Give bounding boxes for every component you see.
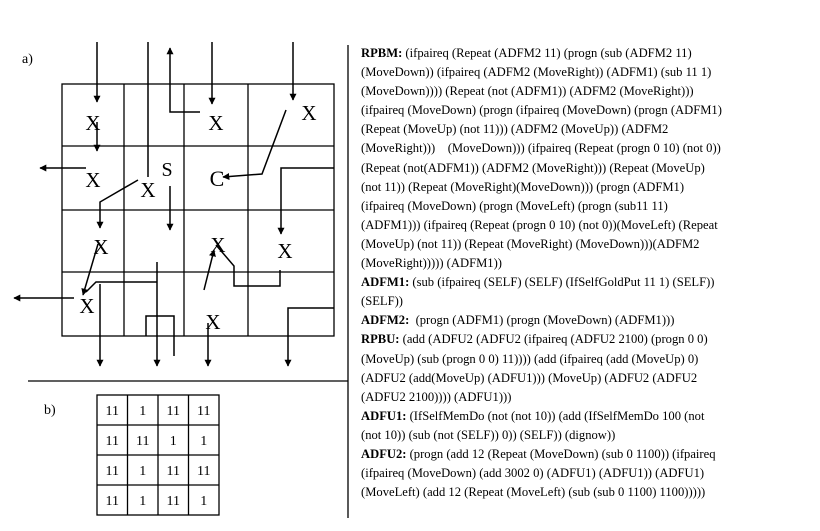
- x-mark: X: [205, 310, 221, 334]
- grid-b-cell: 11: [166, 404, 180, 419]
- program-text: (MoveDown)) (ifpaireq (ADFM2 (MoveRight)) (ADFM1) (sub 11 1): [361, 65, 712, 80]
- panel-a-label: a): [22, 52, 33, 67]
- program-line: [361, 292, 816, 311]
- program-line: [361, 120, 816, 139]
- program-text: (not 11)) (Repeat (MoveRight)(MoveDown))) (progn (ADFM1): [361, 179, 685, 194]
- program-text: (add (ADFU2 (ADFU2 (ifpaireq (ADFU2 2100) (progn 0 0): [399, 332, 708, 347]
- x-mark: X: [301, 101, 317, 125]
- grid-b-cell: 1: [200, 494, 208, 509]
- grid-b: [97, 395, 219, 515]
- panel-b-label: b): [44, 403, 56, 418]
- path-arrow: [170, 48, 200, 112]
- program-line: [361, 350, 816, 369]
- grid-b-cell: 11: [105, 464, 119, 479]
- rule-name: ADFU1:: [361, 408, 407, 423]
- program-line: [361, 369, 816, 388]
- program-line: [361, 216, 816, 235]
- program-text: (MoveUp) (sub (progn 0 0) 11)))) (add (ifpaireq (add (MoveUp) 0): [361, 351, 699, 366]
- program-line: [361, 254, 816, 273]
- grid-b-cell: 11: [197, 404, 211, 419]
- program-text: (MoveUp) (not 11)) (Repeat (MoveRight) (MoveDown)))(ADFM2: [361, 236, 700, 251]
- program-text: (IfSelfMemDo (not (not 10)) (add (IfSelfMemDo 100 (not: [406, 408, 705, 423]
- grid-b-cell: 1: [139, 404, 147, 419]
- x-mark: X: [93, 235, 109, 259]
- program-text: (Repeat (not(ADFM1)) (ADFM2 (MoveRight))) (Repeat (MoveUp): [361, 160, 705, 175]
- x-mark: X: [85, 168, 101, 192]
- program-text: (ifpaireq (MoveDown) (progn (MoveLeft) (progn (sub11 11): [361, 198, 668, 213]
- program-line: [361, 273, 816, 292]
- program-text: (SELF)): [361, 294, 403, 309]
- program-text: (sub (ifpaireq (SELF) (SELF) (IfSelfGoldPut 11 1) (SELF)): [409, 275, 715, 290]
- program-text: (progn (add 12 (Repeat (MoveDown) (sub 0 1100)) (ifpaireq: [406, 446, 716, 461]
- grid-b-cell: 11: [105, 404, 119, 419]
- path-arrow: [86, 262, 157, 366]
- rule-name: RPBU:: [361, 332, 400, 347]
- program-line: [361, 388, 816, 407]
- program-text: (ADFM1))) (ifpaireq (Repeat (progn 0 10) (not 0))(MoveLeft) (Repeat: [361, 217, 718, 232]
- grid-b-cell: 11: [105, 434, 119, 449]
- program-text: (progn (ADFM1) (progn (MoveDown) (ADFM1))): [409, 313, 675, 328]
- program-line: [361, 445, 816, 464]
- grid-b-cell: 1: [139, 464, 147, 479]
- program-line: [361, 159, 816, 178]
- path-arrow: [288, 308, 334, 366]
- grid-b-cell: 11: [136, 434, 150, 449]
- program-line: [361, 311, 816, 330]
- grid-b-cell: 1: [139, 494, 147, 509]
- program-text: (ADFU2 (add(MoveUp) (ADFU1))) (MoveUp) (ADFU2 (ADFU2: [361, 370, 698, 385]
- x-mark: X: [210, 233, 226, 257]
- program-line: [361, 139, 816, 158]
- program-text: (MoveRight))) (MoveDown))) (ifpaireq (Repeat (progn 0 10) (not 0)): [361, 141, 721, 156]
- x-mark: X: [208, 111, 224, 135]
- program-text: (Repeat (MoveUp) (not 11))) (ADFM2 (MoveUp)) (ADFM2: [361, 122, 669, 137]
- rule-name: ADFM1:: [361, 275, 410, 290]
- program-line: [361, 178, 816, 197]
- x-mark: X: [140, 178, 156, 202]
- x-mark: X: [277, 239, 293, 263]
- grid-a: [62, 84, 334, 336]
- grid-b-cell: 11: [197, 464, 211, 479]
- program-line: [361, 82, 816, 101]
- program-text: (MoveDown)))) (Repeat (not (ADFM1)) (ADFM2 (MoveRight))): [361, 84, 694, 99]
- program-line: [361, 197, 816, 216]
- x-mark: X: [85, 111, 101, 135]
- path-arrow: [204, 250, 214, 290]
- rule-name: ADFU2:: [361, 446, 407, 461]
- program-line: [361, 464, 816, 483]
- rule-name: RPBM:: [361, 46, 403, 60]
- program-line: [361, 63, 816, 82]
- program-line: [361, 426, 816, 445]
- grid-b-cell: 11: [166, 494, 180, 509]
- program-line: [361, 101, 816, 120]
- start-label: S: [161, 159, 173, 181]
- path-arrow: [223, 110, 286, 177]
- program-text: (ifpaireq (MoveDown) (add 3002 0) (ADFU1) (ADFU1)) (ADFU1): [361, 466, 705, 481]
- grid-b-cell: 1: [200, 434, 208, 449]
- program-line: [361, 235, 816, 254]
- program-text: (not 10)) (sub (not (SELF)) 0)) (SELF)) (dignow)): [361, 427, 616, 442]
- program-line: [361, 483, 816, 502]
- program-text: (MoveRight))))) (ADFM1)): [361, 256, 502, 271]
- program-text: (ADFU2 2100)))) (ADFU1))): [361, 389, 512, 404]
- center-label: C: [209, 166, 225, 191]
- program-text: (MoveLeft) (add 12 (Repeat (MoveLeft) (sub (sub 0 1100) 1100))))): [361, 485, 706, 500]
- program-text: (ifpaireq (Repeat (ADFM2 11) (progn (sub (ADFM2 11): [402, 46, 692, 60]
- program-line: [361, 407, 816, 426]
- program-line: [361, 44, 816, 63]
- program-listing: [361, 44, 816, 502]
- grid-b-cell: 11: [105, 494, 119, 509]
- grid-b-cell: 11: [166, 464, 180, 479]
- path-arrow: [100, 180, 138, 228]
- grid-b-cell: 1: [169, 434, 177, 449]
- program-text: (ifpaireq (MoveDown) (progn (ifpaireq (MoveDown) (progn (ADFM1): [361, 103, 722, 118]
- rule-name: ADFM2:: [361, 313, 410, 328]
- x-mark: X: [79, 294, 95, 318]
- path-arrow: [281, 168, 334, 234]
- program-line: [361, 330, 816, 349]
